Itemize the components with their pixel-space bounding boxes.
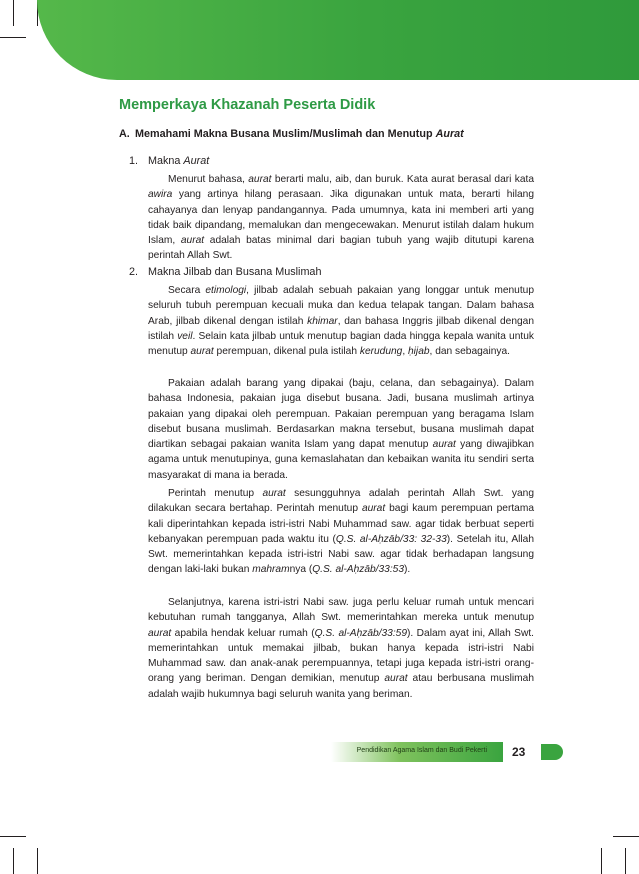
item-2-title [129, 266, 321, 278]
item-1-title [129, 155, 209, 167]
italic-term: ḥijab [408, 346, 430, 358]
text-run: Secara [168, 285, 206, 296]
section-a-title-text: Memahami Makna Busana Muslim/Muslimah dan Menutup [135, 128, 433, 140]
italic-term: aurat [361, 503, 386, 515]
section-heading: Memperkaya Khazanah Peserta Didik [119, 97, 376, 113]
italic-term: etimologi [205, 285, 247, 296]
text-run: , dan sebagainya. [429, 346, 510, 358]
text-run: atau berbusana muslimah adalah wajib hukumnya bagi seluruh wanita yang beriman. [148, 673, 534, 700]
italic-term: khimar [307, 315, 338, 327]
crop-mark [613, 836, 639, 837]
italic-term: Q.S. al-Aḥzāb/33: 32-33 [335, 533, 447, 545]
text-run: Selanjutnya, karena istri-istri Nabi saw. juga perlu keluar rumah untuk mencari kebutuhan rumah tangganya, Allah Swt. memerintahkan mereka untuk menutup [148, 597, 534, 624]
item-1-title-text: Makna [148, 155, 181, 167]
italic-term: aurat [384, 673, 408, 685]
paragraph-jilbab-etymology [148, 283, 534, 359]
section-a-number: A. [119, 128, 130, 140]
page-number: 23 [512, 745, 526, 759]
text-run: nya ( [289, 564, 313, 576]
text-run: berarti malu, aib, dan buruk. Kata aurat berasal dari kata [271, 174, 534, 185]
item-2-title-text: Makna Jilbab dan Busana Muslimah [148, 266, 322, 278]
italic-term: aurat [262, 488, 286, 499]
item-1-number: 1. [129, 155, 139, 167]
text-run: , [402, 346, 408, 358]
text-run: Pakaian adalah barang yang dipakai (baju, celana, dan sebagainya). Dalam bahasa Indonesia, pakaian juga disebut busana. Jadi, busana muslimah artinya pakaian yang dipakai oleh perempuan. Pakaian perempuan yang beragama Islam disebut busana muslimah. Berdasarkan makna tersebut, busana muslimah dapat diartikan sebagai pakaian wanita Islam yang dapat menutup [148, 378, 534, 451]
text-run: , jilbab adalah sebuah pakaian yang longgar untuk menutup seluruh tubuh perempuan kecuali muka dan kedua telapak tangan. Dalam bahasa Arab, jilbab dikenal dengan istilah [148, 285, 534, 327]
text-run: yang artinya hilang perasaan. Jika digunakan untuk mata, berarti hilang cahayanya dan lenyap pandangannya. Pada umumnya, kata ini memberi arti yang tidak baik dipandang, memalukan dan mengecewakan. Menurut istilah dalam hukum Islam, [148, 189, 534, 247]
text-run: perempuan, dikenal pula istilah [213, 346, 360, 358]
crop-mark [625, 848, 626, 874]
italic-term: Q.S. al-Aḥzāb/33:59 [314, 627, 408, 639]
italic-term: aurat [148, 627, 172, 639]
crop-mark [601, 848, 602, 874]
crop-mark [13, 848, 14, 874]
item-2-number: 2. [129, 266, 139, 278]
header-banner [37, 0, 639, 80]
text-run: , dan bahasa Inggris jilbab dikenal dengan istilah [148, 315, 534, 342]
text-run: adalah batas minimal dari bagian tubuh yang wajib ditutupi karena perintah Allah Swt. [148, 235, 534, 262]
crop-mark [0, 37, 26, 38]
crop-mark [37, 848, 38, 874]
paragraph-perintah-menutup-aurat [148, 486, 534, 578]
italic-term: kerudung [359, 346, 403, 358]
text-run: sesungguhnya adalah perintah Allah Swt. yang dilakukan secara bertahap. Perintah menutup [148, 488, 534, 515]
text-run: ). [404, 564, 411, 576]
text-run: bagi kaum perempuan pertama kali diperintahkan kepada istri-istri Nabi Muhammad saw. agar tidak berbuat seperti kebanyakan perempuan pada waktu itu ( [148, 503, 534, 545]
section-a-title-italic: Aurat [435, 128, 464, 140]
footer-end-tab [541, 744, 563, 760]
italic-term: aurat [180, 235, 205, 247]
text-run: . Selain kata jilbab untuk menutup bagian dada hingga kepala wanita untuk menutup [148, 330, 534, 358]
crop-mark [13, 0, 14, 26]
italic-term: aurat [432, 439, 456, 451]
text-run: yang diwajibkan agama untuk menutupinya, guna kemaslahatan dan kebaikan wanita itu sendiri serta masyarakat di mana ia berada. [148, 439, 534, 481]
paragraph-busana-muslimah [148, 376, 534, 483]
item-1-title-italic: Aurat [183, 155, 210, 167]
text-run: ). Dalam ayat ini, Allah Swt. memerintahkan untuk memakai jilbab, bukan hanya kepada istri-istri Nabi Muhammad saw. dan anak-anak perempuannya, tetapi juga kepada istri-istri orang-orang yang beriman. Dengan demikian, menutup [148, 627, 534, 685]
section-a-title [119, 128, 464, 140]
text-run: ). Setelah itu, Allah Swt. memerintahkan kepada istri-istri Nabi saw. agar tidak berhadapan langsung dengan laki-laki bukan [148, 533, 535, 576]
text-run: Menurut bahasa, [168, 174, 249, 185]
italic-term: aurat [248, 174, 272, 185]
italic-term: aurat [190, 346, 214, 358]
text-run: Perintah menutup [168, 488, 263, 499]
paragraph-aurat-definition [148, 172, 534, 264]
footer-book-title: Pendidikan Agama Islam dan Budi Pekerti [356, 747, 487, 754]
italic-term: awira [148, 189, 173, 201]
paragraph-selanjutnya [148, 595, 534, 702]
italic-term: mahram [252, 564, 290, 576]
italic-term: veil [177, 330, 193, 342]
italic-term: Q.S. al-Aḥzāb/33:53 [312, 564, 404, 576]
crop-mark [0, 836, 26, 837]
text-run: apabila hendak keluar rumah ( [171, 627, 315, 639]
